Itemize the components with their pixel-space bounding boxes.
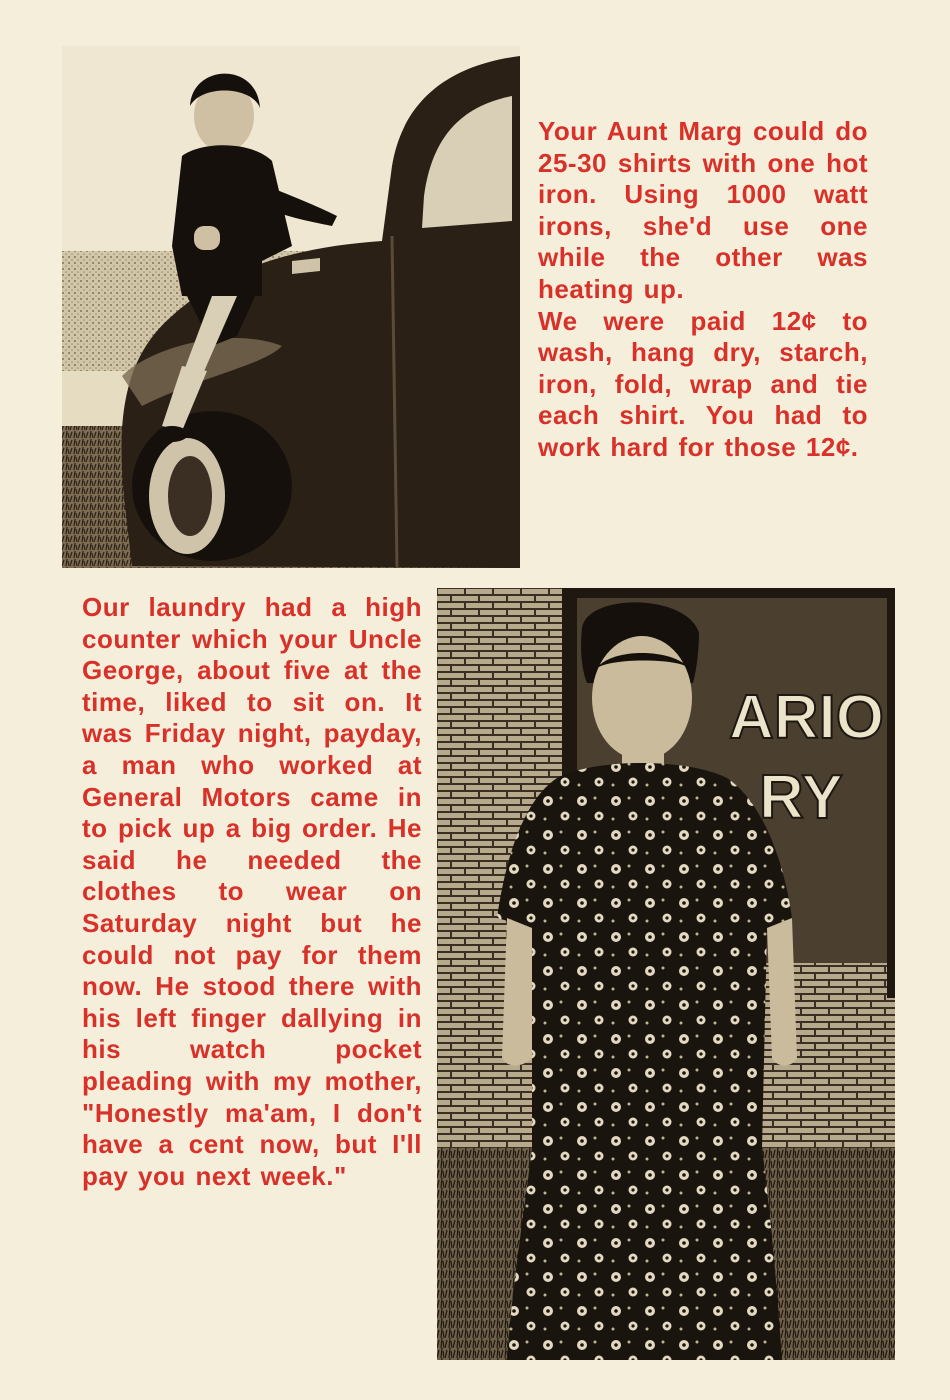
photo-woman-on-car xyxy=(62,46,520,568)
storefront-sign-line-1: ARIO xyxy=(729,683,884,752)
bottom-paragraph: Our laundry had a high counter which your Uncle George, about five at the time, liked to sit on. It was Friday night, payday, a man who worked at General Motors came in to pick up a big order. He said he needed the clothes to wear on Saturday night but he could not pay for them now. He stood there with his left finger dallying in his watch pocket pleading with my mother, "Honestly ma'am, I don't have a cent now, but I'll pay you next week." xyxy=(82,592,422,1191)
storefront-sign-line-2: RY xyxy=(759,763,843,832)
top-paragraph-1: Your Aunt Marg could do 25-30 shirts with one hot iron. Using 1000 watt irons, she'd use one while the other was heating up. xyxy=(538,116,868,304)
top-paragraph-2: We were paid 12¢ to wash, hang dry, starch, iron, fold, wrap and tie each shirt. You had to work hard for those 12¢. xyxy=(538,305,868,462)
bottom-text-block xyxy=(82,592,422,1192)
top-text-block xyxy=(538,116,868,464)
photo-woman-floral-dress xyxy=(437,588,895,1360)
